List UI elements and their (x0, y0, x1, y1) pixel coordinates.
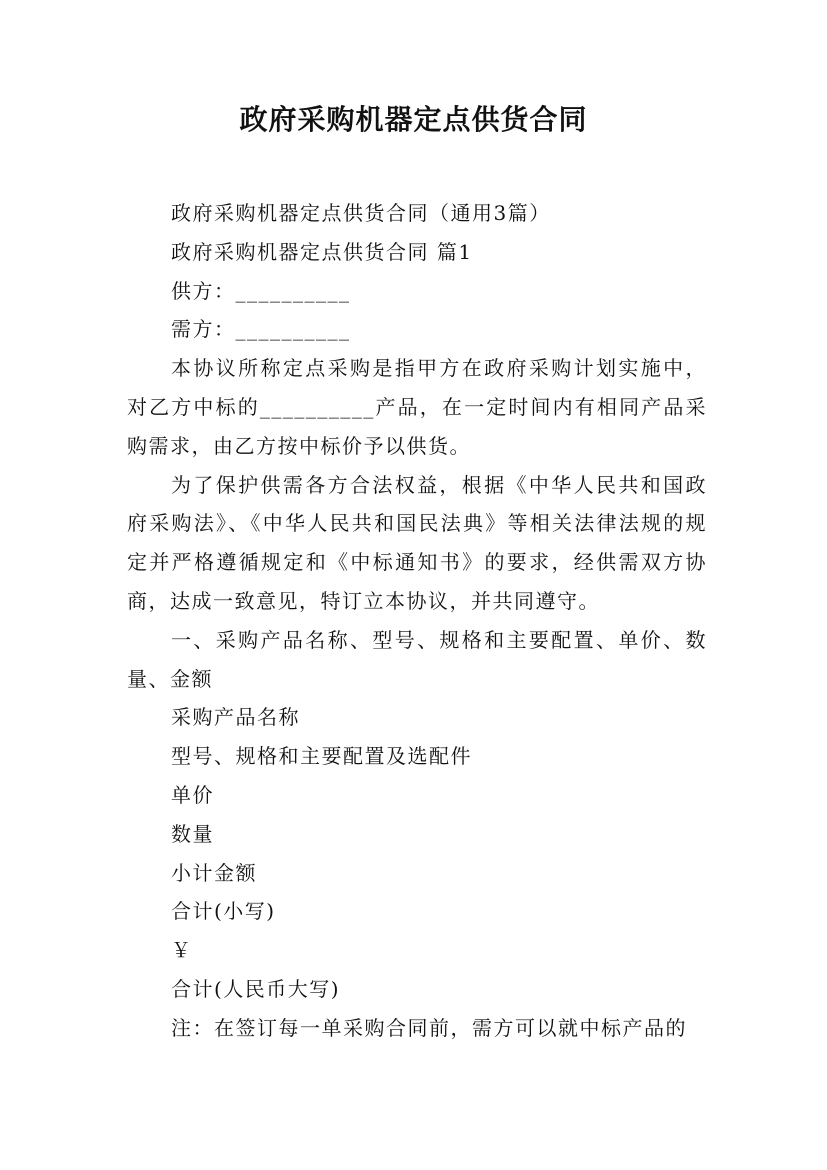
paragraph-model-spec: 型号、规格和主要配置及选配件 (171, 744, 472, 769)
paragraph-subtitle: 政府采购机器定点供货合同（通用3篇） (171, 201, 551, 225)
paragraph-definition: 本协议所称定点采购是指甲方在政府采购计划实施中，对乙方中标的__________产品，在一定时间内有相同产品采购需求，由乙方按中标价予以供货。 (127, 356, 707, 458)
paragraph-quantity: 数量 (171, 821, 214, 846)
document-title: 政府采购机器定点供货合同 (239, 103, 588, 136)
paragraph-section-one: 一、采购产品名称、型号、规格和主要配置、单价、数量、金额 (127, 627, 707, 691)
paragraph-legal-basis: 为了保护供需各方合法权益，根据《中华人民共和国政府采购法》、《中华人民共和国民法典》等相关法律法规的规定并严格遵循规定和《中标通知书》的要求，经供需双方协商，达成一致意见，特订立本协议，并共同遵守。 (127, 472, 707, 613)
paragraph-yuan-sign: ￥ (171, 938, 193, 963)
paragraph-product-name: 采购产品名称 (171, 705, 300, 730)
paragraph-total-lower: 合计(小写) (171, 899, 276, 924)
paragraph-subtotal: 小计金额 (171, 860, 257, 885)
paragraph-part-heading: 政府采购机器定点供货合同 篇1 (171, 239, 473, 264)
paragraph-supplier: 供方：__________ (171, 278, 351, 303)
paragraph-note: 注：在签订每一单采购合同前，需方可以就中标产品的 (171, 1015, 687, 1040)
paragraph-unit-price: 单价 (171, 782, 214, 807)
paragraph-total-upper: 合计(人民币大写) (171, 976, 341, 1001)
document-body (127, 194, 707, 1048)
paragraph-buyer: 需方：__________ (171, 317, 351, 342)
